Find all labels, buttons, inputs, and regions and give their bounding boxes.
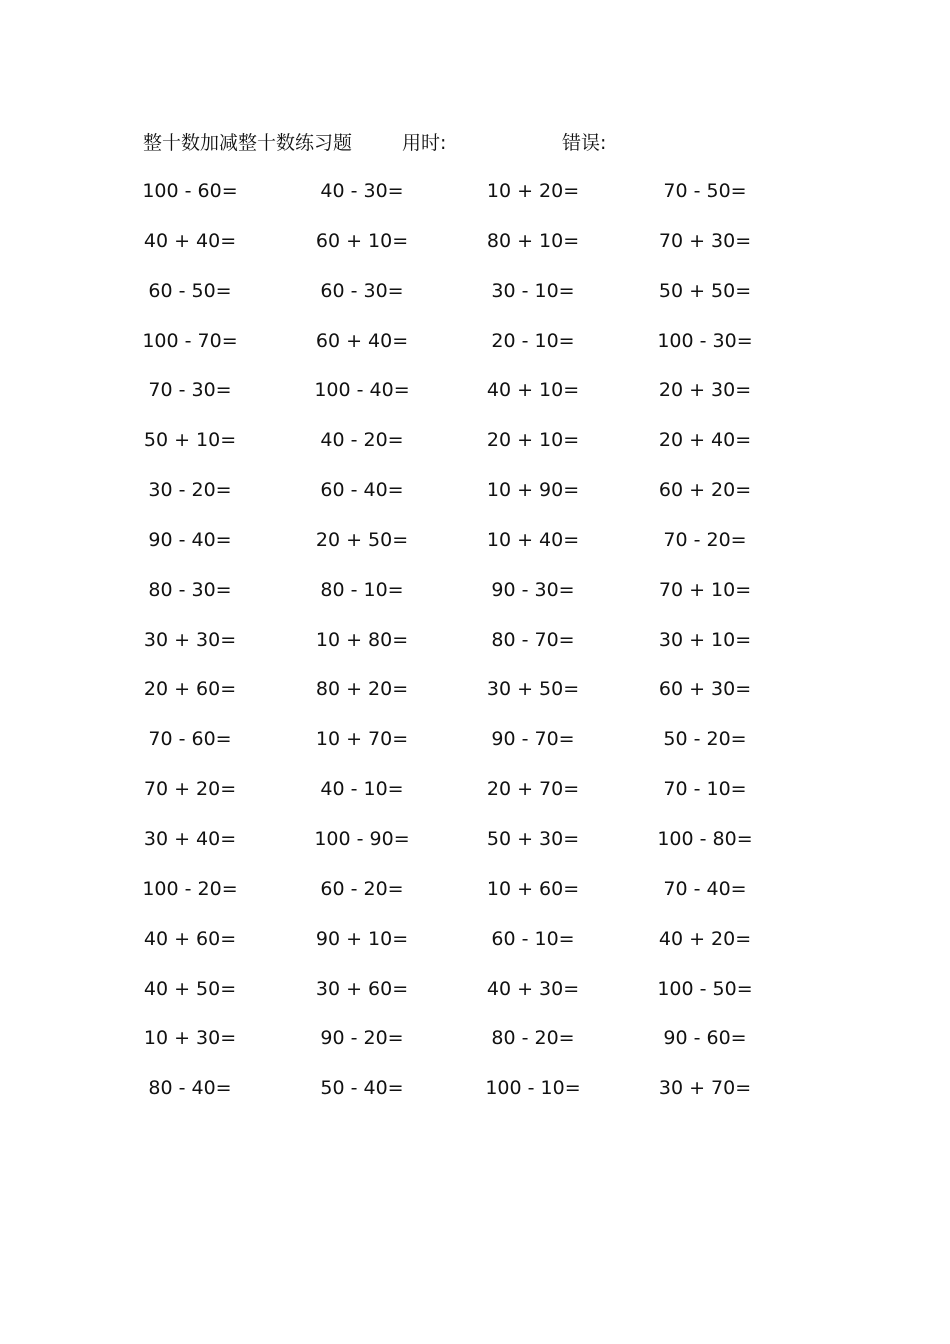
- arithmetic-problem: 20 + 30=: [658, 379, 752, 402]
- arithmetic-problem: 100 - 80=: [657, 827, 753, 850]
- arithmetic-problem: 60 - 40=: [320, 479, 404, 502]
- arithmetic-problem: 30 - 20=: [148, 479, 232, 502]
- problem-row: [0, 874, 950, 924]
- arithmetic-problem: 100 - 40=: [314, 379, 410, 402]
- arithmetic-problem: 10 + 20=: [486, 180, 580, 202]
- arithmetic-problem: 90 - 60=: [663, 1027, 747, 1050]
- problem-row: [0, 974, 950, 1024]
- arithmetic-problem: 100 - 20=: [142, 877, 238, 900]
- problem-row: [0, 724, 950, 774]
- arithmetic-problem: 30 + 60=: [315, 977, 409, 1000]
- arithmetic-problem: 60 - 50=: [148, 279, 232, 302]
- arithmetic-problem: 70 - 50=: [663, 180, 747, 202]
- problem-row: [0, 625, 950, 675]
- arithmetic-problem: 20 + 60=: [143, 678, 237, 701]
- problem-row: [0, 575, 950, 625]
- arithmetic-problem: 50 - 20=: [663, 728, 747, 751]
- problem-row: [0, 326, 950, 376]
- arithmetic-problem: 90 - 70=: [491, 728, 575, 751]
- arithmetic-problem: 60 - 20=: [320, 877, 404, 900]
- arithmetic-problem: 40 + 10=: [486, 379, 580, 402]
- arithmetic-problem: 40 - 20=: [320, 429, 404, 452]
- arithmetic-problem: 70 - 20=: [663, 528, 747, 551]
- problem-row: [0, 276, 950, 326]
- time-used-label: 用时:: [402, 132, 447, 154]
- problem-row: [0, 674, 950, 724]
- arithmetic-problem: 10 + 90=: [486, 479, 580, 502]
- arithmetic-problem: 40 + 30=: [486, 977, 580, 1000]
- problem-row: [0, 375, 950, 425]
- problem-row: [0, 525, 950, 575]
- arithmetic-problem: 30 + 30=: [143, 628, 237, 651]
- problem-row: [0, 1073, 950, 1123]
- arithmetic-problem: 20 + 40=: [658, 429, 752, 452]
- arithmetic-problem: 40 + 20=: [658, 927, 752, 950]
- arithmetic-problem: 30 + 50=: [486, 678, 580, 701]
- arithmetic-problem: 60 + 30=: [658, 678, 752, 701]
- arithmetic-problem: 30 - 10=: [491, 279, 575, 302]
- arithmetic-problem: 10 + 70=: [315, 728, 409, 751]
- arithmetic-problem: 10 + 40=: [486, 528, 580, 551]
- arithmetic-problem: 50 - 40=: [320, 1077, 404, 1100]
- arithmetic-problem: 80 - 40=: [148, 1077, 232, 1100]
- arithmetic-problem: 60 - 10=: [491, 927, 575, 950]
- arithmetic-problem: 100 - 60=: [142, 180, 238, 202]
- arithmetic-problem: 20 + 70=: [486, 778, 580, 801]
- arithmetic-problem: 70 - 40=: [663, 877, 747, 900]
- error-count-label: 错误:: [562, 132, 607, 154]
- arithmetic-problem: 20 + 10=: [486, 429, 580, 452]
- arithmetic-problem: 80 - 20=: [491, 1027, 575, 1050]
- arithmetic-problem: 50 + 10=: [143, 429, 237, 452]
- problem-grid: [0, 176, 950, 1123]
- arithmetic-problem: 70 + 10=: [658, 578, 752, 601]
- arithmetic-problem: 40 + 50=: [143, 977, 237, 1000]
- problem-row: [0, 475, 950, 525]
- arithmetic-problem: 50 + 50=: [658, 279, 752, 302]
- arithmetic-problem: 80 + 20=: [315, 678, 409, 701]
- arithmetic-problem: 90 + 10=: [315, 927, 409, 950]
- arithmetic-problem: 80 - 70=: [491, 628, 575, 651]
- arithmetic-problem: 60 - 30=: [320, 279, 404, 302]
- arithmetic-problem: 90 - 30=: [491, 578, 575, 601]
- arithmetic-problem: 100 - 10=: [485, 1077, 581, 1100]
- arithmetic-problem: 70 - 60=: [148, 728, 232, 751]
- arithmetic-problem: 70 + 20=: [143, 778, 237, 801]
- arithmetic-problem: 40 + 60=: [143, 927, 237, 950]
- worksheet-header: [143, 128, 843, 156]
- problem-row: [0, 924, 950, 974]
- problem-row: [0, 425, 950, 475]
- arithmetic-problem: 60 + 40=: [315, 329, 409, 352]
- arithmetic-problem: 40 - 10=: [320, 778, 404, 801]
- arithmetic-problem: 30 + 40=: [143, 827, 237, 850]
- arithmetic-problem: 70 - 10=: [663, 778, 747, 801]
- arithmetic-problem: 10 + 80=: [315, 628, 409, 651]
- problem-row: [0, 774, 950, 824]
- arithmetic-problem: 20 + 50=: [315, 528, 409, 551]
- arithmetic-problem: 30 + 70=: [658, 1077, 752, 1100]
- arithmetic-problem: 10 + 30=: [143, 1027, 237, 1050]
- arithmetic-problem: 80 - 10=: [320, 578, 404, 601]
- arithmetic-problem: 100 - 70=: [142, 329, 238, 352]
- problem-row: [0, 824, 950, 874]
- arithmetic-problem: 60 + 10=: [315, 229, 409, 252]
- arithmetic-problem: 30 + 10=: [658, 628, 752, 651]
- worksheet-title: 整十数加减整十数练习题: [143, 132, 353, 154]
- arithmetic-problem: 10 + 60=: [486, 877, 580, 900]
- arithmetic-problem: 90 - 40=: [148, 528, 232, 551]
- problem-row: [0, 1023, 950, 1073]
- arithmetic-problem: 100 - 50=: [657, 977, 753, 1000]
- arithmetic-problem: 80 + 10=: [486, 229, 580, 252]
- arithmetic-problem: 80 - 30=: [148, 578, 232, 601]
- arithmetic-problem: 60 + 20=: [658, 479, 752, 502]
- arithmetic-problem: 70 - 30=: [148, 379, 232, 402]
- arithmetic-problem: 100 - 30=: [657, 329, 753, 352]
- problem-row: [0, 226, 950, 276]
- problem-row: [0, 176, 950, 226]
- arithmetic-problem: 40 - 30=: [320, 180, 404, 202]
- arithmetic-problem: 90 - 20=: [320, 1027, 404, 1050]
- arithmetic-problem: 70 + 30=: [658, 229, 752, 252]
- arithmetic-problem: 40 + 40=: [143, 229, 237, 252]
- arithmetic-problem: 50 + 30=: [486, 827, 580, 850]
- arithmetic-problem: 20 - 10=: [491, 329, 575, 352]
- arithmetic-problem: 100 - 90=: [314, 827, 410, 850]
